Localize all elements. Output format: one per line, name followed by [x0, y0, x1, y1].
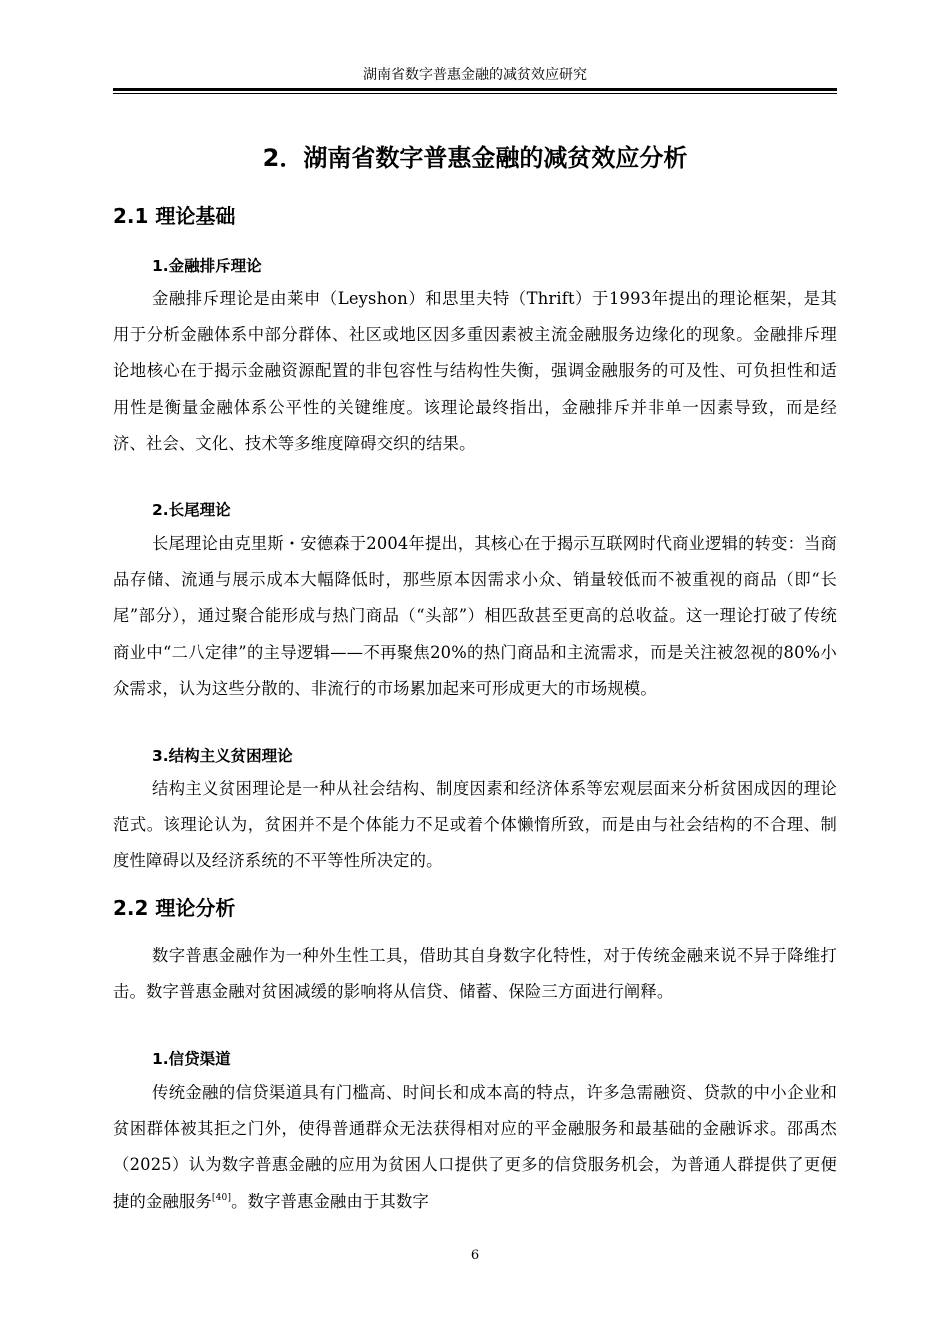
section-heading-2-2: 2.2 理论分析: [113, 896, 236, 920]
running-header: 湖南省数字普惠金融的减贫效应研究: [363, 67, 587, 83]
header-rule-thin: [113, 93, 837, 94]
credit-text-before-ref: 传统金融的信贷渠道具有门槛高、时间长和成本高的特点，许多急需融资、贷款的中小企业和贫困群体被其拒之门外，使得普通群众无法获得相对应的平金融服务和最基础的金融诉求。邵禹杰（2025）认为数字普惠金融的应用为贫困人口提供了更多的信贷服务机会，为普通人群提供了更便捷的金融服务: [113, 1083, 837, 1211]
header-rule-thick: [113, 88, 837, 91]
citation-ref: [40]: [211, 1192, 232, 1203]
paragraph-structural-poverty: 结构主义贫困理论是一种从社会结构、制度因素和经济体系等宏观层面来分析贫困成因的理论范式。该理论认为，贫困并不是个体能力不足或着个体懒惰所致，而是由与社会结构的不合理、制度性障碍以及经济系统的不平等性所决定的。: [113, 779, 837, 871]
paragraph-long-tail: 长尾理论由克里斯・安德森于2004年提出，其核心在于揭示互联网时代商业逻辑的转变：当商品存储、流通与展示成本大幅降低时，那些原本因需求小众、销量较低而不被重视的商品（即“长尾”部分），通过聚合能形成与热门商品（“头部”）相匹敌甚至更高的总收益。这一理论打破了传统商业中“二八定律”的主导逻辑——不再聚焦20%的热门商品和主流需求，而是关注被忽视的80%小众需求，认为这些分散的、非流行的市场累加起来可形成更大的市场规模。: [113, 534, 838, 698]
sub-heading-financial-exclusion: 1.金融排斥理论: [152, 257, 262, 275]
sub-heading-long-tail: 2.长尾理论: [152, 501, 231, 519]
chapter-title: 2．湖南省数字普惠金融的减贫效应分析: [262, 144, 688, 172]
sub-heading-structural-poverty: 3.结构主义贫困理论: [152, 747, 293, 765]
paragraph-financial-exclusion: 金融排斥理论是由莱申（Leyshon）和思里夫特（Thrift）于1993年提出的理论框架，是其用于分析金融体系中部分群体、社区或地区因多重因素被主流金融服务边缘化的现象。金融排斥理论地核心在于揭示金融资源配置的非包容性与结构性失衡，强调金融服务的可及性、可负担性和适用性是衡量金融体系公平性的关键维度。该理论最终指出，金融排斥并非单一因素导致，而是经济、社会、文化、技术等多维度障碍交织的结果。: [113, 289, 837, 453]
section-heading-2-1: 2.1 理论基础: [113, 204, 236, 228]
sub-heading-credit-channel: 1.信贷渠道: [152, 1050, 231, 1068]
page-number: 6: [470, 1248, 480, 1263]
paragraph-theory-analysis-intro: 数字普惠金融作为一种外生性工具，借助其自身数字化特性，对于传统金融来说不异于降维打击。数字普惠金融对贫困减缓的影响将从信贷、储蓄、保险三方面进行阐释。: [113, 946, 837, 1002]
paragraph-credit-channel: [113, 1075, 837, 1220]
credit-text-after-ref: 。数字普惠金融由于其数字: [231, 1191, 429, 1211]
